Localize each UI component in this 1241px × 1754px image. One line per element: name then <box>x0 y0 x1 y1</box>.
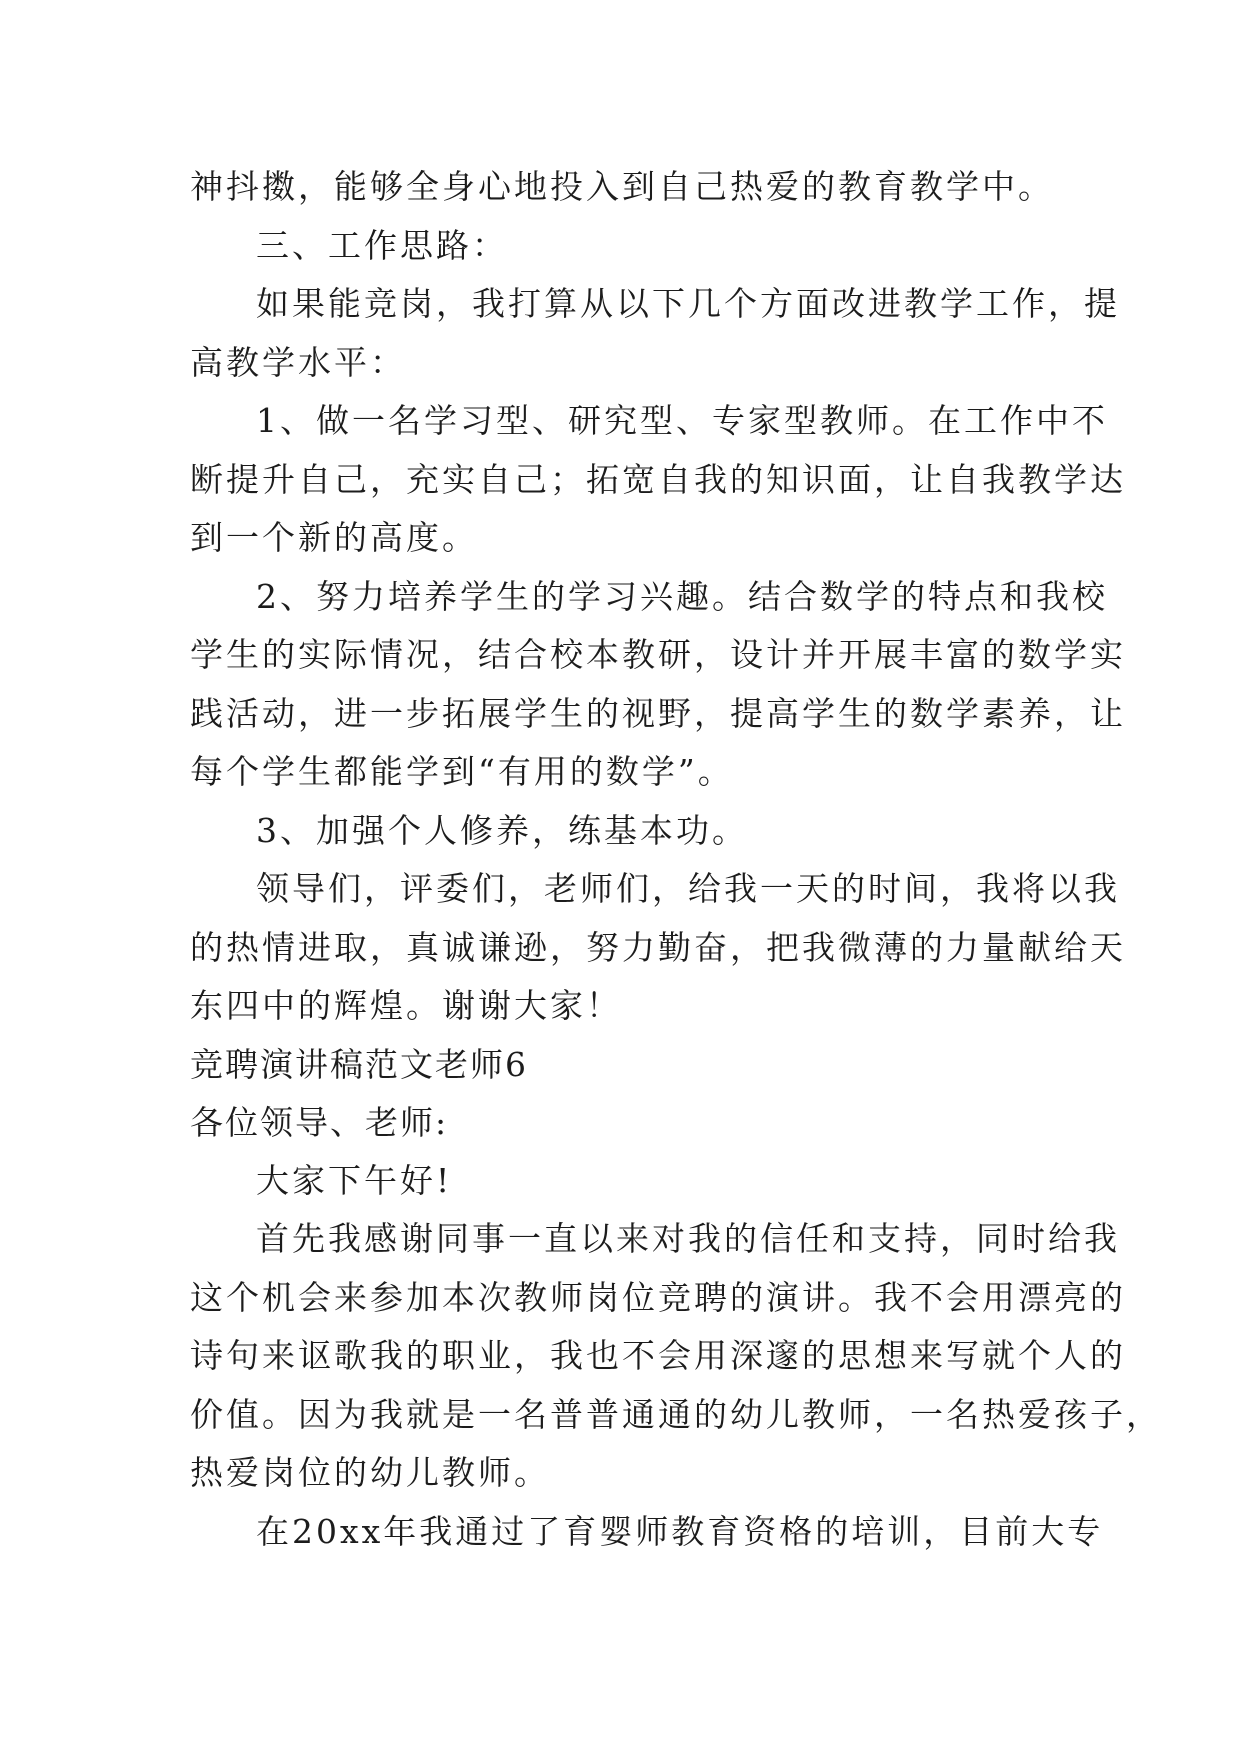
article-title: 竞聘演讲稿范文老师6 <box>190 1044 528 1084</box>
text-line: 价值。因为我就是一名普普通通的幼儿教师，一名热爱孩子， <box>190 1394 1162 1434</box>
text-line: 践活动，进一步拓展学生的视野，提高学生的数学素养，让 <box>190 693 1126 733</box>
text-line: 的热情进取，真诚谦逊，努力勤奋，把我微薄的力量献给天 <box>190 927 1126 967</box>
text-line: 神抖擞，能够全身心地投入到自己热爱的教育教学中。 <box>190 167 1054 206</box>
section-heading: 三、工作思路： <box>256 225 508 265</box>
text-line: 首先我感谢同事一直以来对我的信任和支持，同时给我 <box>256 1219 1120 1258</box>
list-item-text: 1、做一名学习型、研究型、专家型教师。在工作中不 <box>256 401 1108 440</box>
text-line: 在20xx年我通过了育婴师教育资格的培训，目前大专 <box>256 1511 1104 1551</box>
text-line: 学生的实际情况，结合校本教研，设计并开展丰富的数学实 <box>190 635 1126 674</box>
text-line: 热爱岗位的幼儿教师。 <box>190 1453 550 1492</box>
text-line: 东四中的辉煌。谢谢大家！ <box>190 986 622 1025</box>
document-body <box>190 158 1162 1561</box>
text-line: 这个机会来参加本次教师岗位竞聘的演讲。我不会用漂亮的 <box>190 1277 1126 1317</box>
list-item-text: 2、努力培养学生的学习兴趣。结合数学的特点和我校 <box>256 576 1108 616</box>
greeting: 大家下午好! <box>256 1160 453 1200</box>
text-line: 断提升自己，充实自己；拓宽自我的知识面，让自我教学达 <box>190 459 1126 499</box>
text-line: 诗句来讴歌我的职业，我也不会用深邃的思想来写就个人的 <box>190 1336 1126 1375</box>
text-line: 领导们，评委们，老师们，给我一天的时间，我将以我 <box>256 869 1120 908</box>
text-line: 到一个新的高度。 <box>190 518 478 557</box>
salutation: 各位领导、老师: <box>190 1102 449 1142</box>
text-line: 如果能竞岗，我打算从以下几个方面改进教学工作，提 <box>256 284 1120 323</box>
text-line: 每个学生都能学到“有用的数学”。 <box>190 752 734 791</box>
list-item-text: 3、加强个人修养，练基本功。 <box>256 810 748 850</box>
text-line: 高教学水平： <box>190 342 406 382</box>
